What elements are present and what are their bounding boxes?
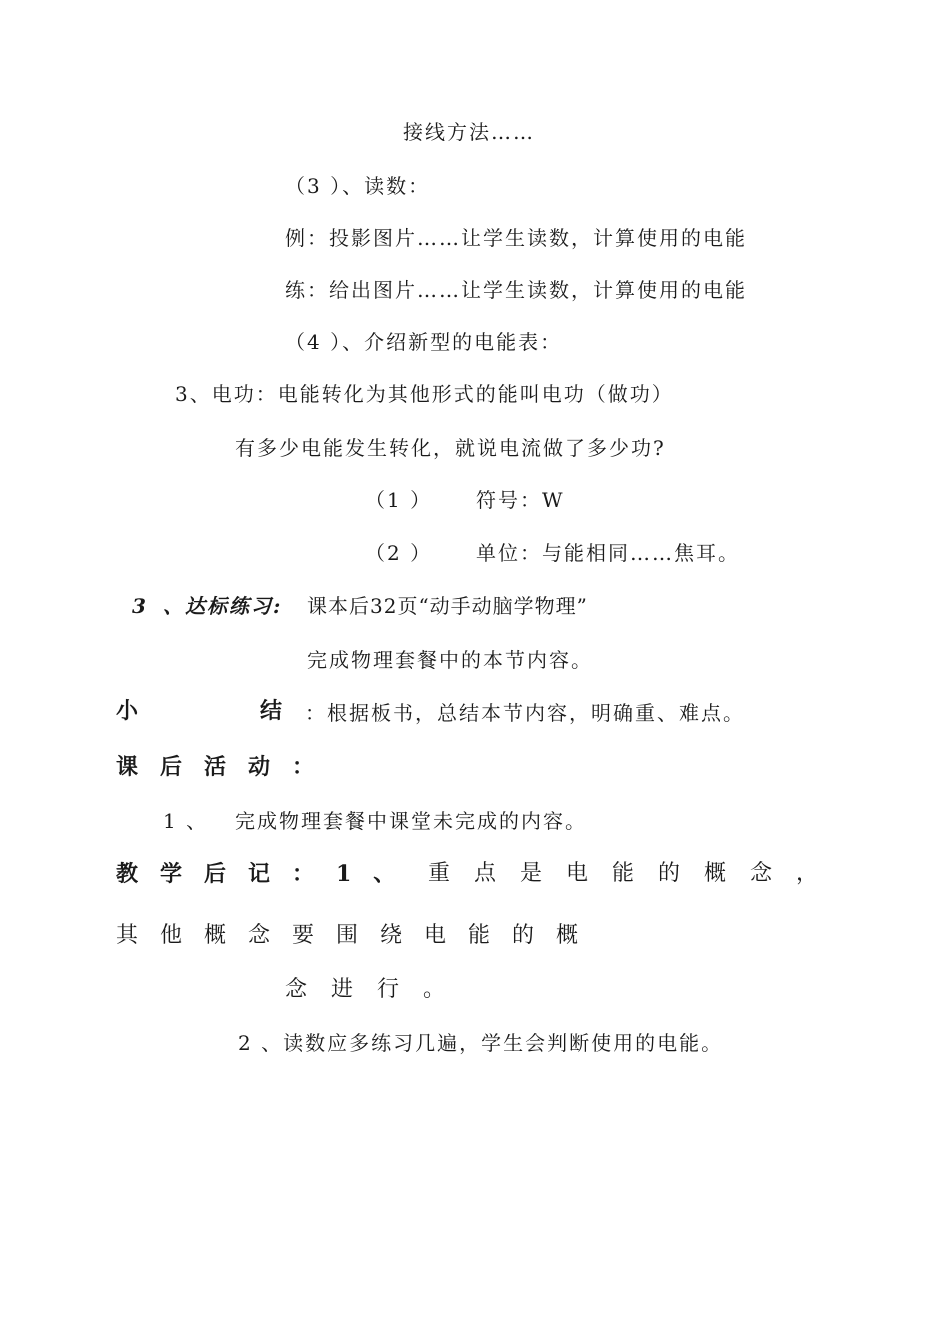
text-line: 重点是电能的概念， — [428, 861, 843, 886]
section-heading: 小 — [116, 698, 141, 724]
text-line: 课本后32页“动手动脑学物理” — [307, 594, 588, 618]
section-heading: 、达标练习: — [163, 594, 283, 618]
text-line: 单位：与能相同……焦耳。 — [476, 541, 740, 565]
list-marker: （1 ） — [365, 488, 433, 512]
section-number: 3 — [132, 594, 148, 618]
text-line: 符号：W — [476, 488, 565, 512]
text-line: 完成物理套餐中的本节内容。 — [307, 648, 593, 672]
text-line: 接线方法…… — [403, 120, 535, 144]
section-heading: 结 — [260, 698, 285, 724]
text-line: 念进行。 — [285, 977, 470, 1002]
text-line: （4 ）、介绍新型的电能表： — [285, 330, 563, 354]
text-line: ：根据板书，总结本节内容，明确重、难点。 — [305, 701, 745, 725]
text-line: 其他概念要围绕电能的概 — [116, 923, 601, 948]
section-heading: 教学后记：1、 — [116, 861, 418, 887]
text-line: 练：给出图片……让学生读数，计算使用的电能 — [285, 278, 747, 302]
text-line: 有多少电能发生转化，就说电流做了多少功? — [235, 436, 666, 460]
text-line: 3、电功：电能转化为其他形式的能叫电功（做功） — [175, 382, 674, 406]
text-line: 例：投影图片……让学生读数，计算使用的电能 — [285, 226, 747, 250]
text-line: （3 ）、读数： — [285, 174, 431, 198]
text-line: 2 、读数应多练习几遍，学生会判断使用的电能。 — [238, 1031, 724, 1055]
list-marker: （2 ） — [365, 541, 433, 565]
list-marker: 1 、 — [163, 809, 209, 833]
text-line: 完成物理套餐中课堂未完成的内容。 — [235, 809, 587, 833]
section-heading: 课后活动： — [116, 754, 337, 780]
